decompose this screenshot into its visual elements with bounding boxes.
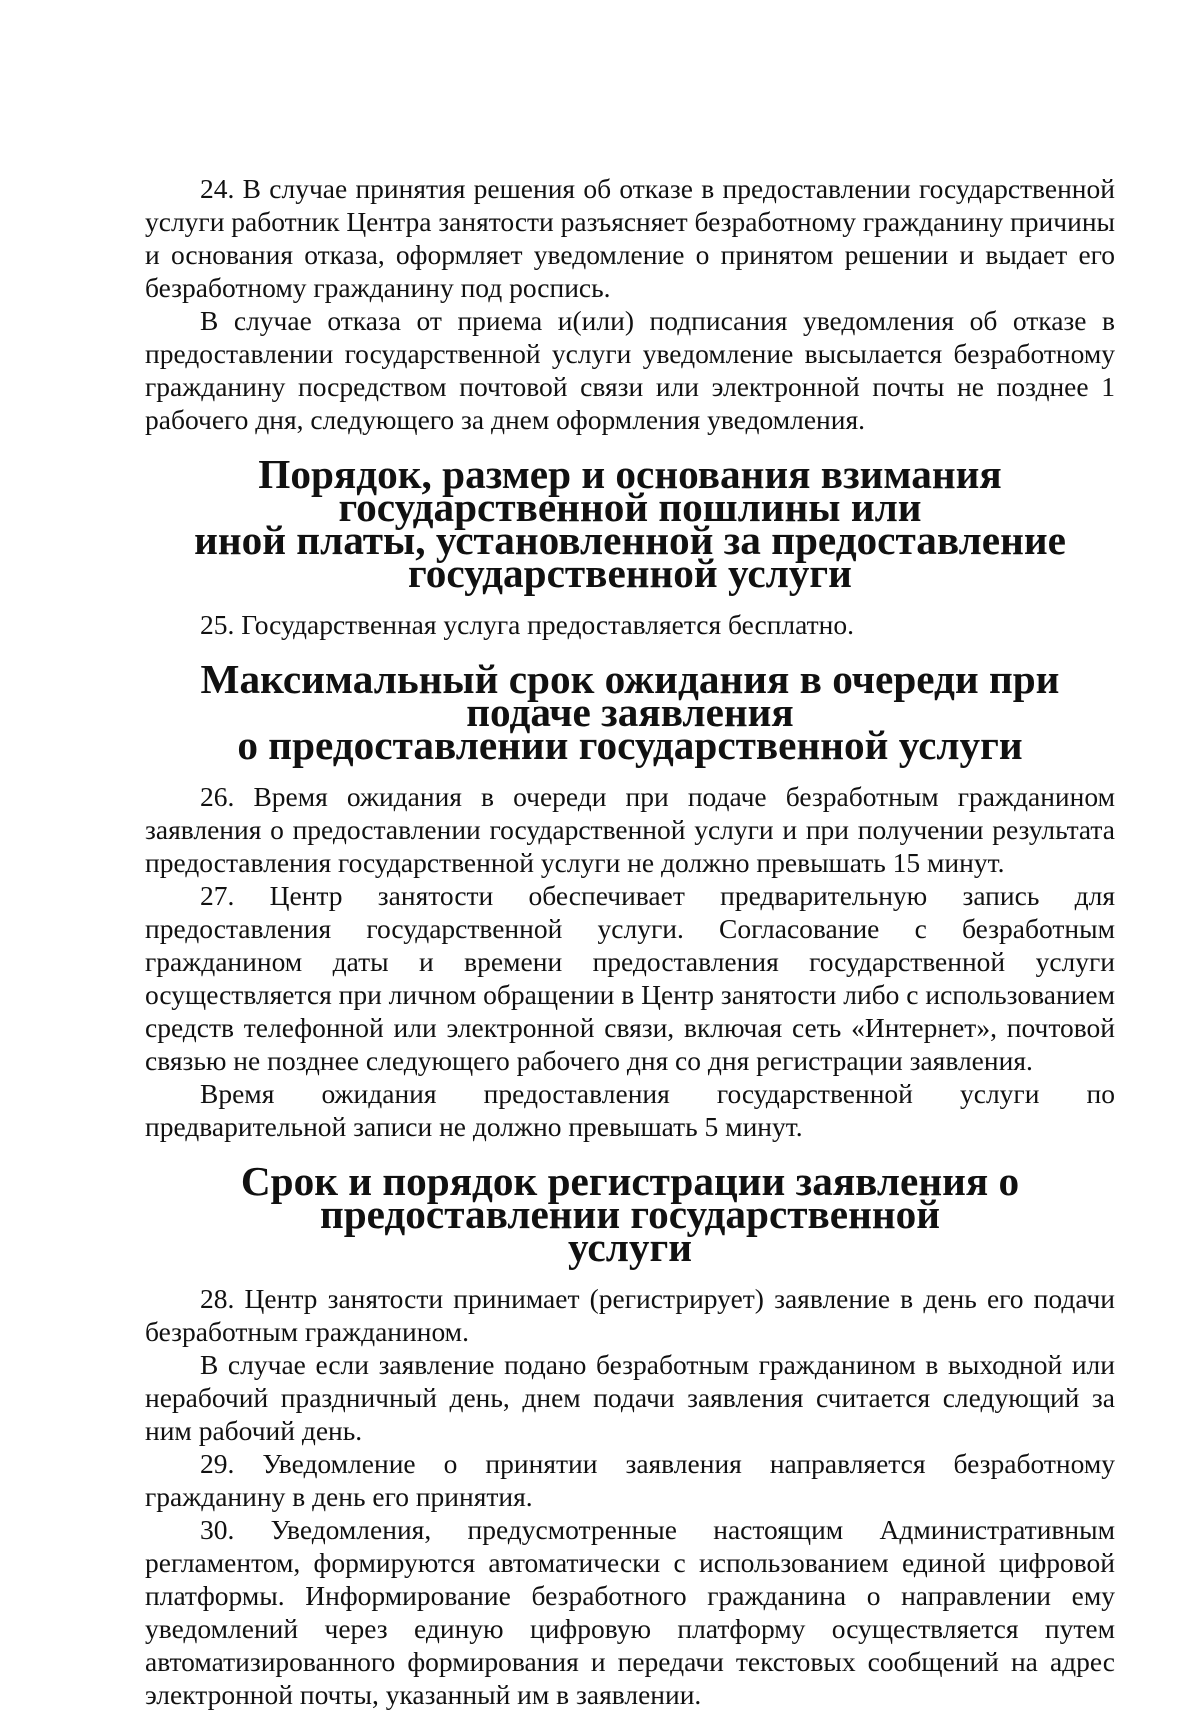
paragraph-24: 24. В случае принятия решения об отказе в предоставлении государственной услуги работник Центра занятости разъясняет безработному гражданину причины и основания отказа, оформляет уведомление о принятом решении и выдает его безработному гражданину под роспись. xyxy=(145,173,1116,303)
paragraph-27-wait-time: Время ожидания предоставления государственной услуги по предварительной записи не должно превышать 5 минут. xyxy=(145,1078,1115,1142)
section-heading-registration xyxy=(145,1158,1115,1270)
paragraph-25: 25. Государственная услуга предоставляется бесплатно. xyxy=(200,609,854,640)
paragraph-28: 28. Центр занятости принимает (регистрирует) заявление в день его подачи безработным гражданином. xyxy=(145,1283,1115,1347)
section-heading-fee-line-1: Порядок, размер и основания взимания государственной пошлины или xyxy=(258,451,1002,530)
section-heading-registration-line-1: Срок и порядок регистрации заявления о предоставлении государственной xyxy=(240,1158,1020,1237)
paragraph-24-refusal: В случае отказа от приема и(или) подписания уведомления об отказе в предоставлении государственной услуги уведомление высылается безработному гражданину посредством почтовой связи или электронной почты не позднее 1 рабочего дня, следующего за днем оформления уведомления. xyxy=(145,305,1115,435)
section-heading-fee xyxy=(145,451,1115,596)
section-heading-registration-line-2: услуги xyxy=(568,1224,692,1270)
section-heading-queue xyxy=(145,656,1115,768)
paragraph-29: 29. Уведомление о принятии заявления направляется безработному гражданину в день его принятия. xyxy=(145,1448,1115,1512)
section-heading-fee-line-2: иной платы, установленной за предоставление государственной услуги xyxy=(194,517,1066,596)
document-page xyxy=(145,172,1115,1711)
section-heading-queue-line-2: о предоставлении государственной услуги xyxy=(237,722,1023,768)
paragraph-27: 27. Центр занятости обеспечивает предварительную запись для предоставления государственной услуги. Согласование с безработным гражданином даты и времени предоставления государственной услуги осуществляется при личном обращении в Центр занятости либо с использованием средств телефонной или электронной связи, включая сеть «Интернет», почтовой связью не позднее следующего рабочего дня со дня регистрации заявления. xyxy=(145,880,1115,1076)
section-heading-queue-line-1: Максимальный срок ожидания в очереди при подаче заявления xyxy=(200,656,1060,735)
paragraph-26: 26. Время ожидания в очереди при подаче безработным гражданином заявления о предоставлении государственной услуги и при получении результата предоставления государственной услуги не должно превышать 15 минут. xyxy=(145,781,1115,878)
paragraph-28-holiday: В случае если заявление подано безработным гражданином в выходной или нерабочий праздничный день, днем подачи заявления считается следующий за ним рабочий день. xyxy=(145,1349,1115,1446)
paragraph-30: 30. Уведомления, предусмотренные настоящим Административным регламентом, формируются автоматически с использованием единой цифровой платформы. Информирование безработного гражданина о направлении ему уведомлений через единую цифровую платформу осуществляется путем автоматизированного формирования и передачи текстовых сообщений на адрес электронной почты, указанный им в заявлении. xyxy=(145,1514,1115,1710)
